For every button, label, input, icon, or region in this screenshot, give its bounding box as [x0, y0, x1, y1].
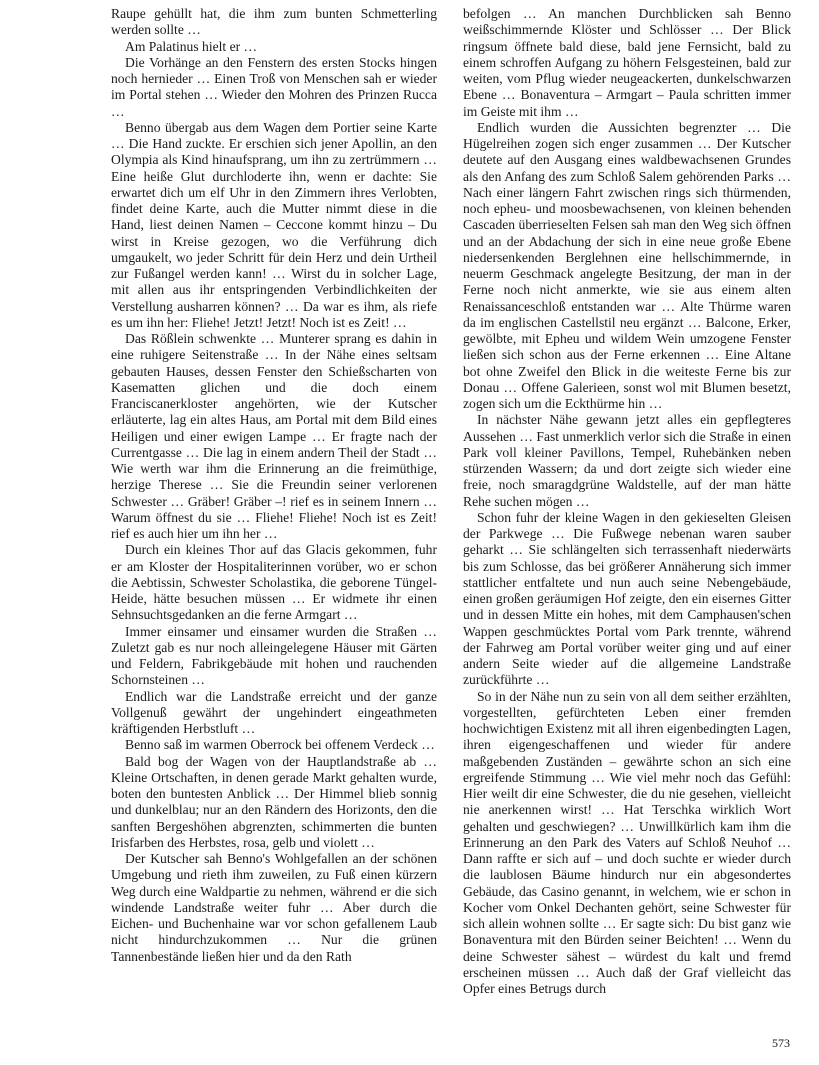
paragraph: Das Rößlein schwenkte … Munterer sprang es dahin in eine ruhigere Seitenstraße … In der Nähe eines seltsam gebauten Hauses, dessen Fenster den Schießscharten von Kasematten glichen und die doch einem Franciscanerkloster angehörten, wie der Kutscher erläuterte, lag ein altes Haus, am Portal mit dem Bild eines Heiligen und einer ewigen Lampe … Er fragte nach der Currentgasse … Die lag in einem andern Theil der Stadt … Wie werth war ihm die Erinnerung an die freimüthige, herzige Therese … Sie die Freundin seiner verlorenen Schwester … Gräber! Gräber –! rief es in seinem Innern … Warum öffnest du sie … Fliehe! Fliehe! Noch ist es Zeit! rief es auch hier um ihn her …	[111, 331, 437, 541]
paragraph: So in der Nähe nun zu sein von all dem seither erzählten, vorgestellten, gefürchteten Leben einer fremden hochwichtigen Existenz mit all ihren eigenbedingten Lagen, ihren eigengeschaffenen und wieder für andere maßgebenden Zuständen – gewährte schon an sich eine ergreifende Stimmung … Wie viel mehr noch das Gefühl: Hier weilt dir eine Schwester, die du nie gesehen, vielleicht nie anerkennen wirst! … Hat Terschka wirklich Wort gehalten und geschwiegen? … Unwillkürlich kam ihm die Erinnerung an den Park des Vaters auf Schloß Neuhof … Dann raffte er sich auf – und doch suchte er wieder durch die laublosen Bäume hindurch nur ein abgesondertes Gebäude, das Casino genannt, in welchem, wie er schon in Kocher vom Onkel Dechanten gehört, seine Schwester für sich allein wohnen sollte … Er sagte sich: Du bist ganz wie Bonaventura mit den Bürden seiner Beichten! … Wenn du deine Schwester sähest – würdest du kalt und fremd erscheinen müssen … Auch daß der Graf vielleicht das Opfer eines Betrugs durch	[463, 688, 791, 996]
paragraph: Benno saß im warmen Oberrock bei offenem Verdeck …	[125, 737, 435, 753]
paragraph: Immer einsamer und einsamer wurden die Straßen … Zuletzt gab es nur noch alleingelegene Häuser mit Gärten und Feldern, Fabrikgebäude mit hohen und rauchenden Schornsteinen …	[111, 623, 437, 688]
right-column	[463, 6, 791, 997]
paragraph: In nächster Nähe gewann jetzt alles ein gepflegteres Aussehen … Fast unmerklich verlor sich die Straße in einen Park voll kleiner Pavillons, Tempel, Ruhebänken neben stürzenden Wassern; da und dort zeigte sich wieder eine freie, noch smaragdgrüne Waldstelle, auf der man hätte Rehe suchen mögen …	[463, 412, 791, 509]
paragraph: Der Kutscher sah Benno's Wohlgefallen an der schönen Umgebung und rieth ihm zuweilen, zu Fuß einen kürzern Weg durch eine Waldpartie zu nehmen, während er die sich windende Landstraße weiter fuhr … Aber durch die Eichen- und Buchenhaine war vor schon gefallenem Laub nicht hindurchzukommen … Nur die grünen Tannenbestände ließen hier und da den Rath	[111, 851, 437, 964]
paragraph: Die Vorhänge an den Fenstern des ersten Stocks hingen noch hernieder … Einen Troß von Menschen sah er wieder im Portal stehen … Wieder den Mohren des Prinzen Rucca …	[111, 54, 437, 119]
paragraph: Schon fuhr der kleine Wagen in den gekieselten Gleisen der Parkwege … Die Fußwege nebenan waren sauber geharkt … Sie schlängelten sich terrassenhaft niederwärts bis zum Schlosse, das bei größerer Annäherung sich immer stattlicher entfaltete und nun auch seine Nebengebäude, einen großen geräumigen Hof zeigte, den ein eisernes Gitter und in dessen Mitte ein hohes, mit dem Camphausen'schen Wappen geschmücktes Portal vom Park trennte, während der Fahrweg am Portal vorüber weiter ging und auf einer andern Seite wieder auf die allgemeine Landstraße zurückführte …	[463, 509, 791, 688]
page-number: 573	[772, 1036, 790, 1050]
paragraph: Endlich wurden die Aussichten begrenzter … Die Hügelreihen zogen sich enger zusammen … Der Kutscher deutete auf den Ausgang eines waldbewachsenen Grundes als den Anfang des zum Schloß Salem gehörenden Parks … Nach einer längern Fahrt zwischen rings sich thürmenden, noch epheu- und moosbewachsenen, von kleinen behenden Cascaden überrieselten Felsen sah man den Weg sich öffnen und an der Abdachung der sich in eine neue große Ebene niedersenkenden Berglehnen eine hellschimmernde, in neuerm Geschmack angelegte Besitzung, der man in der Ferne noch nicht anmerkte, wie sie aus einem alten Renaissanceschloß entstanden war … Alte Thürme waren da im englischen Castellstil neu ergänzt … Balcone, Erker, gewölbte, mit Epheu und wildem Wein umzogene Fenster ließen sich schon aus der Ferne erkennen … Eine Altane bot ohne Zweifel den Blick in die weiteste Ferne bis zur Donau … Offene Galerieen, sonst wol mit Blumen besetzt, zogen sich um die Eckthürme hin …	[463, 119, 791, 411]
paragraph: Endlich war die Landstraße erreicht und der ganze Vollgenuß gewährt der ungehindert eingeathmeten kräftigenden Herbstluft …	[111, 688, 437, 736]
paragraph: Benno übergab aus dem Wagen dem Portier seine Karte … Die Hand zuckte. Er erschien sich jener Apollin, an den Olympia als Kind hinaufsprang, um ihn zu zertrümmern … Eine heiße Glut durchloderte ihn, wenn er dachte: Sie erwartet dich um elf Uhr in den Zimmern ihres Verlobten, findet deine Karte, auch die Mutter nimmt diese in die Hand, liest deinen Namen – Ceccone kommt hinzu – Du wirst in Kreise gezogen, wo die Verführung dich umgaukelt, wo jeder Schritt für dein Herz und dein Urtheil zur Fußangel werden kann! … Wirst du in solcher Lage, mit allen aus ihr entspringenden Verbindlichkeiten der Verstellung ausharren können? … Da war es ihm, als riefe es um ihn her: Fliehe! Jetzt! Jetzt! Noch ist es Zeit! …	[111, 119, 437, 330]
paragraph: Raupe gehüllt hat, die ihm zum bunten Schmetterling werden sollte …	[111, 6, 437, 38]
paragraph: Durch ein kleines Thor auf das Glacis gekommen, fuhr er am Kloster der Hospitaliterinnen vorüber, wo er schon die Aebtissin, Schwester Scholastika, die geborene Tüngel-Heide, hätte besuchen müssen … Er widmete ihr einen Sehnsuchtsgedanken an die ferne Armgart …	[111, 542, 437, 623]
paragraph: befolgen … An manchen Durchblicken sah Benno weißschimmernde Klöster und Schlösser … Der Blick ringsum öffnete bald diese, bald jene Fernsicht, bald zu einem schroffen Aufgang zu höhern Felsgesteinen, bald zur weiten, vom Pflug wieder neugeackerten, dunkelschwarzen Ebene … Bonaventura – Armgart – Paula schritten immer im Geiste mit ihm …	[463, 6, 791, 119]
left-column	[111, 6, 437, 965]
paragraph: Am Palatinus hielt er …	[125, 38, 258, 54]
paragraph: Bald bog der Wagen von der Hauptlandstraße ab … Kleine Ortschaften, in denen gerade Markt gehalten wurde, boten den buntesten Anblick … Der Himmel blieb sonnig und dunkelblau; nur an den Rändern des Horizonts, den die sanften Bergeshöhen abgrenzten, schimmerten die bunten Irisfarben des Herbstes, rosa, gelb und violett …	[111, 753, 437, 850]
